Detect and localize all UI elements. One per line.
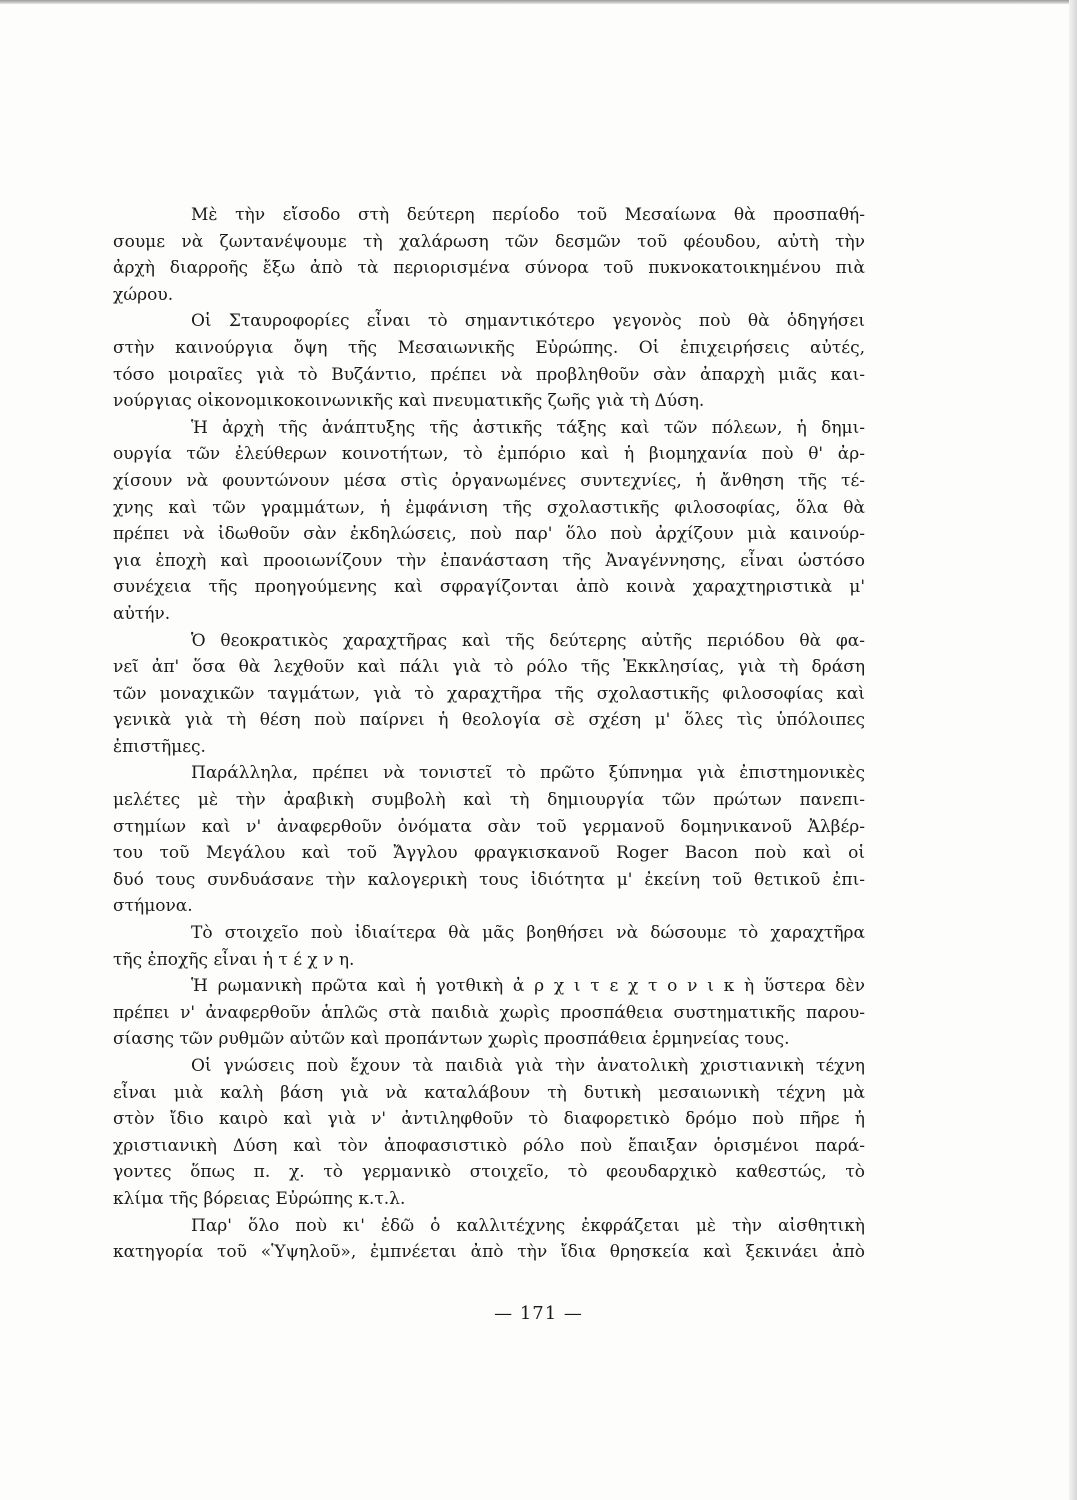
- text-line: Ἡ ἀρχὴ τῆς ἀνάπτυξης τῆς ἀστικῆς τάξης καὶ τῶν πόλεων, ἡ δημι-: [191, 417, 865, 438]
- text-line: νεῖ ἀπ' ὅσα θὰ λεχθοῦν καὶ πάλι γιὰ τὸ ρόλο τῆς Ἐκκλησίας, γιὰ τὴ δράση: [113, 657, 865, 678]
- text-line: πρέπει νὰ ἰδωθοῦν σὰν ἐκδηλώσεις, ποὺ παρ' ὅλο ποὺ ἀρχίζουν μιὰ καινούρ-: [113, 524, 865, 545]
- text-line: Ὁ θεοκρατικὸς χαραχτῆρας καὶ τῆς δεύτερης αὐτῆς περιόδου θὰ φα-: [191, 630, 865, 651]
- text-line: Οἱ Σταυροφορίες εἶναι τὸ σημαντικότερο γεγονὸς ποὺ θὰ ὁδηγήσει: [191, 311, 865, 332]
- text-line: ἐπιστῆμες.: [113, 736, 206, 757]
- text-line: τῶν μοναχικῶν ταγμάτων, γιὰ τὸ χαραχτῆρα τῆς σχολαστικῆς φιλοσοφίας καὶ: [113, 683, 865, 704]
- text-line: Οἱ γνώσεις ποὺ ἔχουν τὰ παιδιὰ γιὰ τὴν ἀνατολικὴ χριστιανικὴ τέχνη: [191, 1056, 865, 1076]
- text-line: χριστιανικὴ Δύση καὶ τὸν ἀποφασιστικὸ ρόλο ποὺ ἔπαιξαν ὁρισμένοι παρά-: [113, 1135, 865, 1156]
- text-line: Παρ' ὅλο ποὺ κι' ἐδῶ ὁ καλλιτέχνης ἐκφράζεται μὲ τὴν αἰσθητικὴ: [191, 1215, 865, 1236]
- page-number: — 171 —: [494, 1303, 583, 1324]
- text-line: στήμονα.: [113, 896, 193, 917]
- text-line: αὐτήν.: [113, 603, 171, 624]
- text-line: για ἐποχὴ καὶ προοιωνίζουν τὴν ἐπανάσταση τῆς Ἀναγέννησης, εἶναι ὡστόσο: [113, 550, 865, 571]
- text-line: τῆς ἐποχῆς εἶναι ἡ τ έ χ ν η.: [113, 949, 355, 970]
- text-line: τόσο μοιραῖες γιὰ τὸ Βυζάντιο, πρέπει νὰ προβληθοῦν σὰν ἀπαρχὴ μιᾶς και-: [113, 364, 865, 385]
- text-line: χίσουν νὰ φουντώνουν μέσα στὶς ὀργανωμένες συντεχνίες, ἡ ἄνθηση τῆς τέ-: [113, 470, 865, 491]
- page-top-edge: [0, 0, 1077, 4]
- text-line: χώρου.: [113, 284, 174, 305]
- text-line: συνέχεια τῆς προηγούμενης καὶ σφραγίζονται ἀπὸ κοινὰ χαραχτηριστικὰ μ': [113, 577, 865, 598]
- page-right-edge: [1069, 0, 1077, 1500]
- text-line: Ἡ ρωμανικὴ πρῶτα καὶ ἡ γοτθικὴ ἀ ρ χ ι τ ε χ τ ο ν ι κ ὴ ὕστερα δὲν: [191, 976, 865, 997]
- text-line: στὸν ἴδιο καιρὸ καὶ γιὰ ν' ἀντιληφθοῦν τὸ διαφορετικὸ δρόμο ποὺ πῆρε ἡ: [113, 1109, 865, 1130]
- text-line: κλίμα τῆς βόρειας Εὐρώπης κ.τ.λ.: [113, 1188, 406, 1209]
- text-line: του τοῦ Μεγάλου καὶ τοῦ Ἄγγλου φραγκισκανοῦ Roger Bacon ποὺ καὶ οἱ: [113, 843, 865, 864]
- text-line: μελέτες μὲ τὴν ἀραβικὴ συμβολὴ καὶ τὴ δημιουργία τῶν πρώτων πανεπι-: [113, 790, 865, 811]
- text-line: εἶναι μιὰ καλὴ βάση γιὰ νὰ καταλάβουν τὴ δυτικὴ μεσαιωνικὴ τέχνη μὰ: [113, 1082, 865, 1103]
- text-line: στημίων καὶ ν' ἀναφερθοῦν ὀνόματα σὰν τοῦ γερμανοῦ δομηνικανοῦ Ἀλβέρ-: [113, 816, 865, 837]
- text-line: νούργιας οἰκονομικοκοινωνικῆς καὶ πνευματικῆς ζωῆς γιὰ τὴ Δύση.: [113, 391, 705, 412]
- text-line: γοντες ὅπως π. χ. τὸ γερμανικὸ στοιχεῖο, τὸ φεουδαρχικὸ καθεστώς, τὸ: [113, 1162, 865, 1183]
- text-line: Τὸ στοιχεῖο ποὺ ἰδιαίτερα θὰ μᾶς βοηθήσει νὰ δώσουμε τὸ χαραχτῆρα: [191, 923, 865, 944]
- text-line: κατηγορία τοῦ «Ὑψηλοῦ», ἐμπνέεται ἀπὸ τὴν ἴδια θρησκεία καὶ ξεκινάει ἀπὸ: [113, 1242, 865, 1263]
- text-line: Μὲ τὴν εἴσοδο στὴ δεύτερη περίοδο τοῦ Μεσαίωνα θὰ προσπαθή-: [191, 205, 865, 225]
- text-line: ἀρχὴ διαρροῆς ἔξω ἀπὸ τὰ περιορισμένα σύνορα τοῦ πυκνοκατοικημένου πιὰ: [113, 258, 865, 279]
- text-line: χνης καὶ τῶν γραμμάτων, ἡ ἐμφάνιση τῆς σχολαστικῆς φιλοσοφίας, ὅλα θὰ: [113, 497, 865, 518]
- text-line: δυό τους συνδυάσανε τὴν καλογερικὴ τους ἰδιότητα μ' ἐκείνη τοῦ θετικοῦ ἐπι-: [113, 869, 865, 890]
- text-line: ουργία τῶν ἐλεύθερων κοινοτήτων, τὸ ἐμπόριο καὶ ἡ βιομηχανία ποὺ θ' ἀρ-: [113, 444, 865, 465]
- text-line: στὴν καινούργια ὄψη τῆς Μεσαιωνικῆς Εὐρώπης. Οἱ ἐπιχειρήσεις αὐτές,: [113, 337, 865, 358]
- text-line: γενικὰ γιὰ τὴ θέση ποὺ παίρνει ἡ θεολογία σὲ σχέση μ' ὅλες τὶς ὑπόλοιπες: [113, 710, 865, 731]
- text-line: Παράλληλα, πρέπει νὰ τονιστεῖ τὸ πρῶτο ξύπνημα γιὰ ἐπιστημονικὲς: [191, 763, 865, 784]
- text-line: σουμε νὰ ζωντανέψουμε τὴ χαλάρωση τῶν δεσμῶν τοῦ φέουδου, αὐτὴ τὴν: [113, 231, 865, 252]
- body-text: [113, 202, 865, 1266]
- text-line: πρέπει ν' ἀναφερθοῦν ἁπλῶς στὰ παιδιὰ χωρὶς προσπάθεια συστηματικῆς παρου-: [113, 1002, 865, 1023]
- text-line: σίασης τῶν ρυθμῶν αὐτῶν καὶ προπάντων χωρὶς προσπάθεια ἑρμηνείας τους.: [113, 1029, 790, 1050]
